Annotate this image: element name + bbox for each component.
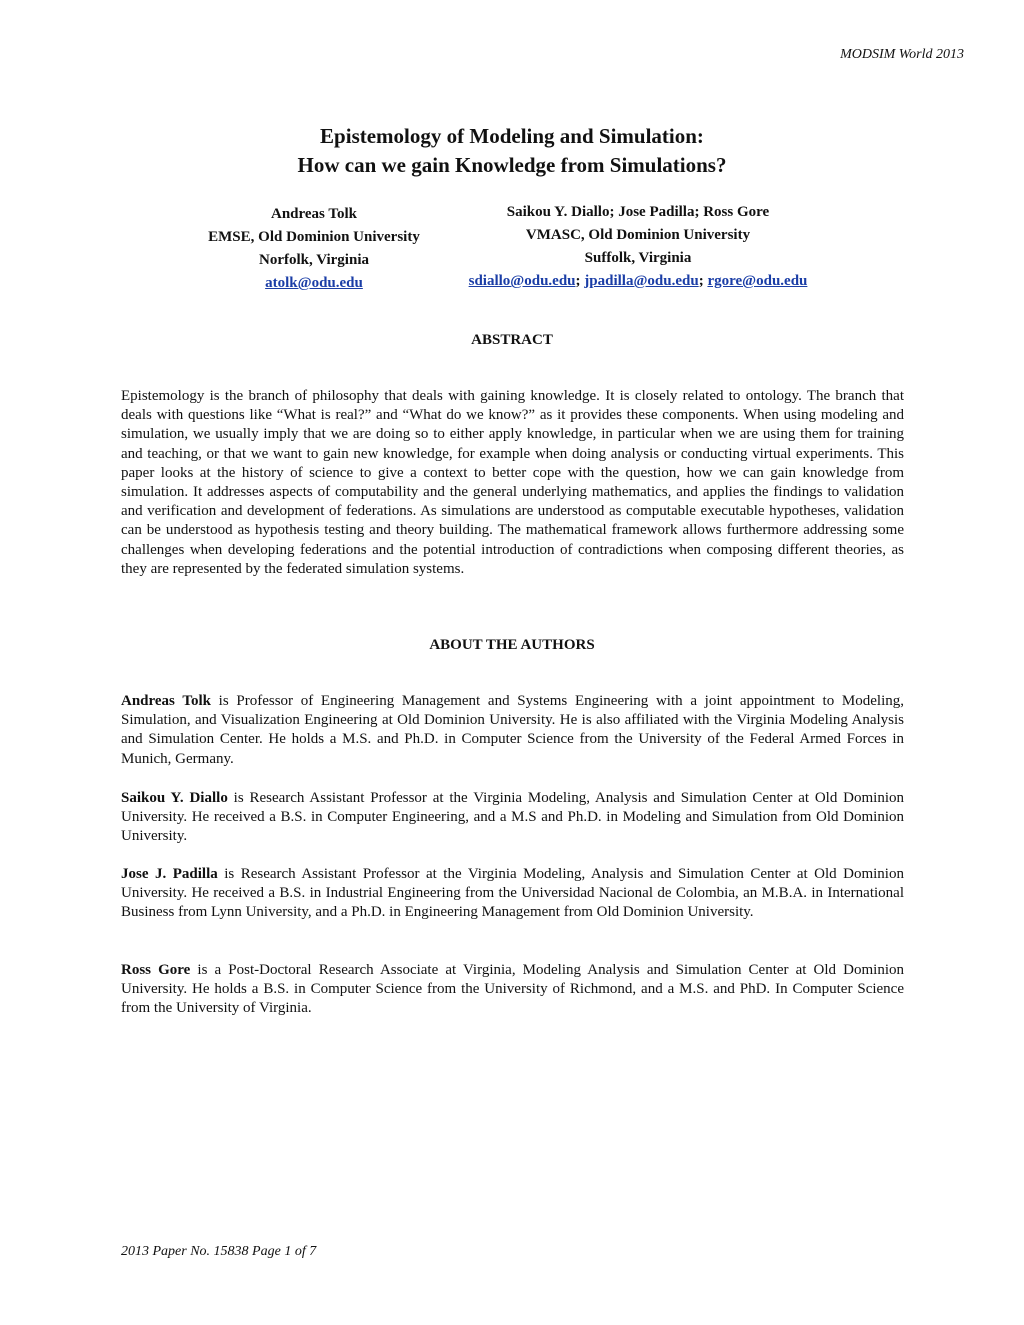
- email-separator: ;: [575, 273, 581, 289]
- page-footer: 2013 Paper No. 15838 Page 1 of 7: [121, 1244, 317, 1259]
- bio-name: Andreas Tolk: [121, 693, 211, 709]
- paper-title: [0, 122, 1024, 180]
- email-link-sdiallo[interactable]: sdiallo@odu.edu: [468, 273, 576, 289]
- paper-title-line-1: Epistemology of Modeling and Simulation:: [320, 124, 704, 148]
- author-name: Andreas Tolk: [270, 206, 357, 222]
- bio-name: Saikou Y. Diallo: [121, 790, 228, 806]
- paper-title-line-2: How can we gain Knowledge from Simulations?: [297, 153, 727, 177]
- abstract-text: Epistemology is the branch of philosophy that deals with gaining knowledge. It is closely related to ontology. The branch that deals with questions like “What is real?” and “What do we know?” as it provides these components. When using modeling and simulation, we usually imply that we are doing so to either apply knowledge, in particular when we are using them for training and teaching, or that we want to gain new knowledge, for example when doing analysis or conducting virtual experiments. This paper looks at the history of science to give a context to better cope with the question, how we can gain knowledge from simulation. It addresses aspects of computability and the general underlying mathematics, and applies the findings to validation and verification and development of federations. As simulations are understood as computable executable hypotheses, validation can be understood as hypothesis testing and theory building. The mathematical framework allows furthermore addressing some challenges when developing federations and the potential introduction of contradictions when composing different theories, as they are represented by the federated simulation systems.: [121, 388, 904, 577]
- author-affiliation: EMSE, Old Dominion University: [208, 229, 420, 245]
- about-authors-heading: ABOUT THE AUTHORS: [429, 637, 595, 653]
- email-link-atolk[interactable]: atolk@odu.edu: [265, 275, 363, 291]
- bio-diallo: [121, 789, 904, 847]
- bio-name: Jose J. Padilla: [121, 866, 218, 882]
- abstract-heading: ABSTRACT: [471, 332, 553, 348]
- bio-text: is Research Assistant Professor at the Virginia Modeling, Analysis and Simulation Center at Old Dominion University. He received a B.S. in Industrial Engineering from the Universidad Nacional de Colombia, an M.B.A. in International Business from Lynn University, and a Ph.D. in Engineering Management from Old Dominion University.: [121, 866, 904, 921]
- bio-text: is Research Assistant Professor at the Virginia Modeling, Analysis and Simulation Center at Old Dominion University. He received a B.S. in Computer Engineering, and a M.S and Ph.D. in Modeling and Simulation from Old Dominion University.: [121, 790, 904, 845]
- author-location: Suffolk, Virginia: [584, 250, 692, 266]
- author-block-vmasc: [440, 201, 836, 293]
- bio-name: Ross Gore: [121, 962, 191, 978]
- running-header: MODSIM World 2013: [840, 47, 964, 62]
- bio-text: is a Post-Doctoral Research Associate at Virginia, Modeling Analysis and Simulation Center at Old Dominion University. He holds a B.S. in Computer Science from the University of Richmond, and a M.S. and PhD. In Computer Science from the University of Virginia.: [121, 962, 904, 1017]
- email-separator: ;: [698, 273, 704, 289]
- author-names: Saikou Y. Diallo; Jose Padilla; Ross Gore: [506, 204, 770, 220]
- author-block-tolk: [180, 203, 448, 295]
- author-location: Norfolk, Virginia: [258, 252, 369, 268]
- author-emails: [440, 270, 836, 293]
- email-link-rgore[interactable]: rgore@odu.edu: [707, 273, 808, 289]
- bio-gore: [121, 961, 904, 1019]
- bio-tolk: [121, 692, 904, 769]
- author-affiliation: VMASC, Old Dominion University: [525, 227, 751, 243]
- bio-text: is Professor of Engineering Management and Systems Engineering with a joint appointment to Modeling, Simulation, and Visualization Engineering at Old Dominion University. He is also affiliated with the Virginia Modeling Analysis and Simulation Center. He holds a M.S. and Ph.D. in Computer Science from the University of the Federal Armed Forces in Munich, Germany.: [121, 693, 905, 767]
- bio-padilla: [121, 865, 904, 923]
- email-link-jpadilla[interactable]: jpadilla@odu.edu: [584, 273, 699, 289]
